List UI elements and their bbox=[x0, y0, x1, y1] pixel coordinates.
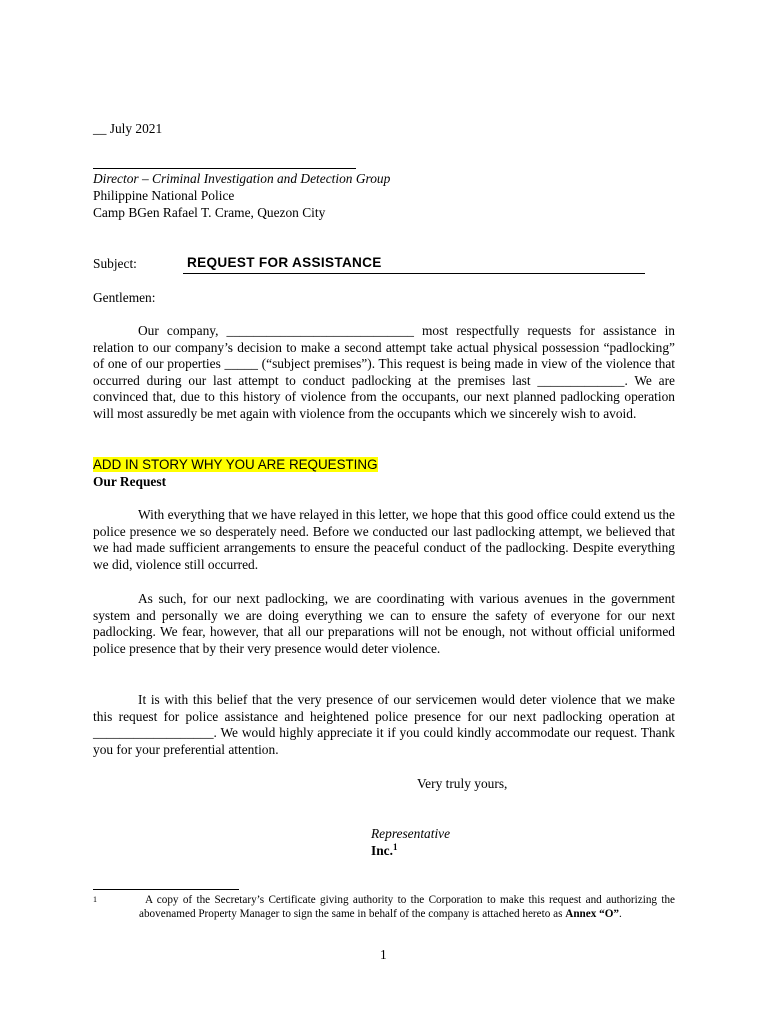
addressee-name-line bbox=[93, 168, 356, 169]
footnote-reference: 1 bbox=[392, 842, 398, 852]
paragraph-2-text: With everything that we have relayed in this letter, we hope that this good office could extend us the police presence we so desperately need. Before we conducted our last padlocking attempt, we believed that we had made sufficient arrangements to ensure the peaceful conduct of the padlocking. Despite everything we did, violence still occurred. bbox=[93, 507, 675, 572]
footnote-text bbox=[139, 893, 675, 922]
highlight-note-text: ADD IN STORY WHY YOU ARE REQUESTING bbox=[93, 457, 378, 472]
paragraph-4 bbox=[93, 692, 675, 758]
salutation: Gentlemen: bbox=[93, 290, 156, 305]
paragraph-3-text: As such, for our next padlocking, we are coordinating with various avenues in the government system and personally we are doing everything we can to ensure the safety of everyone for our next padlocking. We fear, however, that all our preparations will not be enough, not without official uniformed police presence that by their very presence would deter violence. bbox=[93, 591, 675, 656]
letter-date bbox=[93, 121, 162, 137]
paragraph-1-text: Our company, ____________________________ most respectfully requests for assistance in relation to our company’s decision to make a second attempt take actual physical possession “padlocking” of one of our properties _____ (“subject premises”). This request is being made in view of the violence that occurred during our last attempt to conduct padlocking at the premises last _____________. We are convinced that, due to this history of violence from the occupants, our next planned padlocking operation will most assuredly be met again with violence from the occupants which we sincerely wish to avoid. bbox=[93, 323, 675, 421]
section-heading: Our Request bbox=[93, 474, 167, 489]
paragraph-1 bbox=[93, 323, 675, 423]
footnote-marker: 1 bbox=[93, 895, 97, 904]
paragraph-2 bbox=[93, 507, 675, 573]
signature-company bbox=[371, 843, 397, 859]
addressee-title: Director – Criminal Investigation and Detection Group bbox=[93, 171, 391, 186]
addressee-address: Camp BGen Rafael T. Crame, Quezon City bbox=[93, 205, 326, 220]
paragraph-4-text: It is with this belief that the very presence of our servicemen would deter violence that we make this request for police assistance and heightened police presence for our next padlocking operation at __________________. We would highly appreciate it if you could kindly accommodate our request. Thank you for your preferential attention. bbox=[93, 692, 675, 757]
highlight-note bbox=[93, 457, 378, 473]
addressee-org: Philippine National Police bbox=[93, 188, 235, 203]
date-text: July 2021 bbox=[106, 121, 163, 136]
subject-text: REQUEST FOR ASSISTANCE bbox=[187, 255, 382, 270]
footnote-text-end: . bbox=[619, 908, 622, 921]
paragraph-3 bbox=[93, 591, 675, 657]
footnote-separator bbox=[93, 889, 239, 890]
closing: Very truly yours, bbox=[417, 776, 508, 791]
signature-role: Representative bbox=[371, 826, 451, 841]
subject-label: Subject: bbox=[93, 256, 137, 271]
footnote-text-start: A copy of the Secretary’s Certificate giving authority to the Corporation to make this request and authorizing the abovenamed Property Manager to sign the same in behalf of the company is attached hereto as bbox=[139, 894, 675, 921]
signature-company-text: Inc. bbox=[371, 843, 393, 858]
date-blank: __ bbox=[93, 121, 107, 136]
subject-underline bbox=[183, 273, 645, 274]
footnote-annex: Annex “O” bbox=[565, 908, 620, 921]
page-number: 1 bbox=[380, 947, 387, 962]
